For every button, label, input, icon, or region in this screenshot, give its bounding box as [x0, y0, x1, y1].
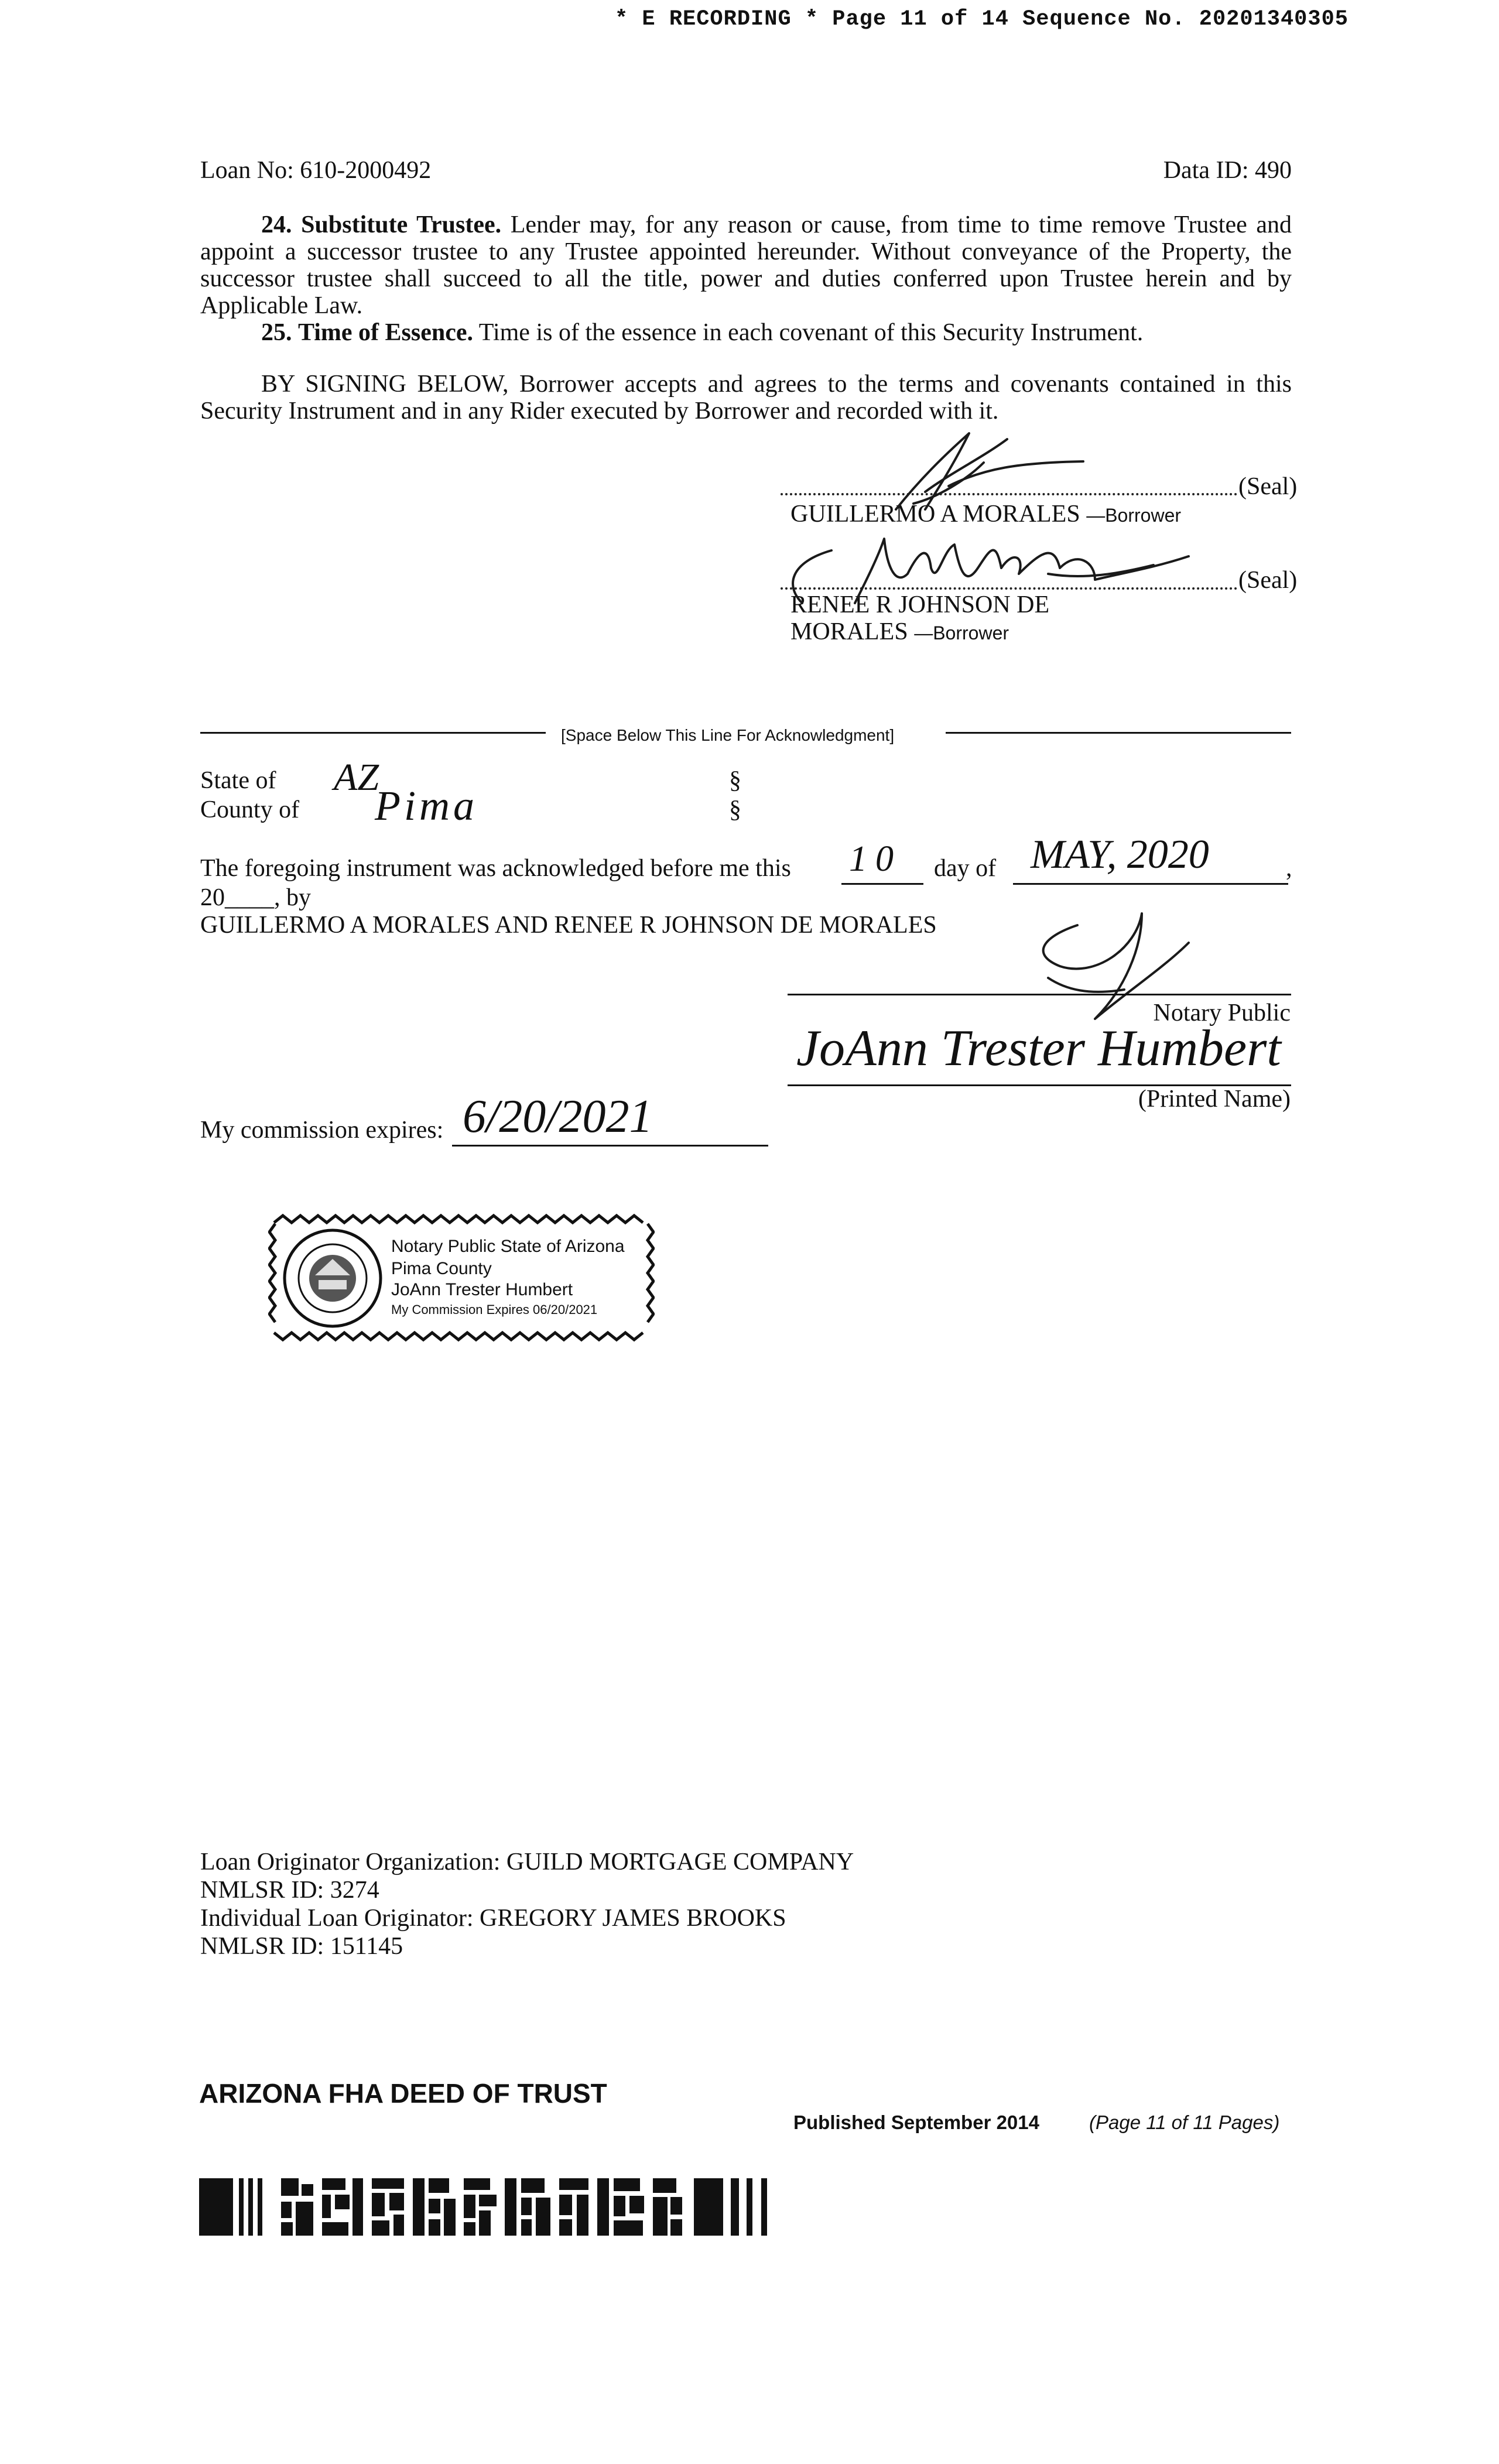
state-value: AZ: [334, 756, 379, 799]
originator-org-id: NMLSR ID: 3274: [200, 1877, 379, 1904]
section-25-text: Time is of the essence in each covenant of this Security Instrument.: [478, 319, 1144, 346]
commission-value: 6/20/2021: [463, 1091, 653, 1142]
ack-divider-label: [Space Below This Line For Acknowledgment]: [561, 726, 895, 744]
notary-stamp: [268, 1211, 655, 1343]
county-value: Pima: [375, 782, 478, 829]
stamp-line-2: Pima County: [391, 1259, 492, 1278]
stamp-line-4: My Commission Expires 06/20/2021: [391, 1302, 598, 1317]
signing-statement-text: BY SIGNING BELOW, Borrower accepts and agrees to the terms and covenants contained in this Security Instrument and in any Rider executed by Borrower and recorded with it.: [200, 371, 1292, 425]
county-section-mark: §: [729, 796, 741, 823]
originator-org: Loan Originator Organization: GUILD MORTGAGE COMPANY: [200, 1849, 854, 1876]
day-blank: [841, 883, 923, 885]
commission-blank: [452, 1145, 768, 1147]
section-25-heading: Time of Essence.: [298, 319, 474, 346]
commission-label: My commission expires:: [200, 1117, 444, 1144]
published-date: Published September 2014: [793, 2111, 1039, 2133]
page-count: (Page 11 of 11 Pages): [1089, 2111, 1280, 2133]
stamp-line-3: JoAnn Trester Humbert: [391, 1280, 573, 1299]
barcode: [199, 2178, 790, 2236]
county-label: County of: [200, 796, 300, 823]
seal-2: (Seal): [1238, 567, 1298, 594]
ack-sentence: [200, 855, 791, 882]
ack-sentence-start: The foregoing instrument was acknowledged before me this: [200, 855, 791, 882]
borrower-name-1-text: GUILLERMO A MORALES: [790, 501, 1080, 528]
section-25-number: 25.: [261, 319, 292, 346]
borrower-role-2: —Borrower: [914, 622, 1009, 644]
recording-header: * E RECORDING * Page 11 of 14 Sequence No. 20201340305: [615, 7, 1349, 32]
stamp-line-1: Notary Public State of Arizona: [391, 1237, 625, 1256]
state-section-mark: §: [729, 767, 741, 794]
printed-name-label: (Printed Name): [1138, 1086, 1291, 1113]
data-id: Data ID: 490: [1163, 157, 1292, 184]
notary-label: Notary Public: [1153, 1000, 1291, 1026]
section-25: [200, 319, 1292, 346]
state-label: State of: [200, 767, 276, 794]
seal-1: (Seal): [1238, 473, 1298, 500]
section-24-number: 24.: [261, 211, 292, 238]
printed-name-value: JoAnn Trester Humbert: [796, 1020, 1281, 1077]
borrower-name-2-line2: MORALES: [790, 618, 908, 645]
originator-individual-id: NMLSR ID: 151145: [200, 1933, 403, 1960]
day-of: day of: [934, 855, 997, 882]
notary-signature-line: [788, 994, 1291, 995]
ack-parties: GUILLERMO A MORALES AND RENEE R JOHNSON DE MORALES: [200, 912, 937, 939]
borrower-role-1: —Borrower: [1086, 505, 1182, 526]
signing-statement: [200, 371, 1292, 425]
borrower-signature-2: [767, 515, 1224, 621]
month-blank: [1013, 883, 1288, 885]
month-comma: ,: [1286, 855, 1292, 882]
year-line: 20____, by: [200, 884, 311, 911]
loan-number: Loan No: 610-2000492: [200, 157, 432, 184]
section-24-heading: Substitute Trustee.: [301, 211, 502, 238]
ack-divider-right: [946, 732, 1291, 734]
borrower-name-2-line1: RENEE R JOHNSON DE: [790, 591, 1050, 618]
section-24: [200, 211, 1292, 319]
form-title: ARIZONA FHA DEED OF TRUST: [199, 2078, 607, 2109]
month-value: MAY, 2020: [1031, 832, 1209, 877]
originator-individual: Individual Loan Originator: GREGORY JAMES BROOKS: [200, 1905, 786, 1932]
borrower-signature-1: [831, 422, 1095, 521]
day-value: 10: [849, 839, 902, 879]
section-24-text: Lender may, for any reason or cause, from time to time remove Trustee and appoint a successor trustee to any Trustee appointed hereunder. Without conveyance of the Property, the successor trustee shall succeed to all the title, power and duties conferred upon Trustee herein and by Applicable Law.: [200, 211, 1292, 319]
ack-divider-left: [200, 732, 546, 734]
